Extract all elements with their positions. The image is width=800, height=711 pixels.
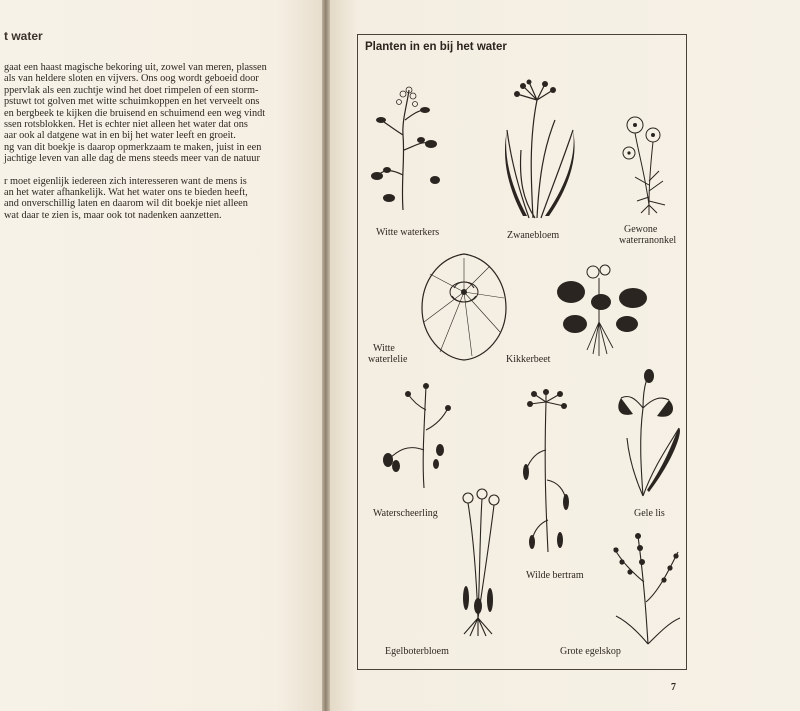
- text-line: r moet eigenlijk iedereen zich interesseren want de mens is: [4, 175, 247, 187]
- text-line: ppervlak als een zuchtje wind het doet rimpelen of een storm-: [4, 84, 259, 96]
- text-line: gaat een haast magische bekoring uit, zowel van meren, plassen: [4, 62, 267, 73]
- paragraph-gap: [4, 165, 324, 176]
- text-line: als van heldere sloten en vijvers. Ons oog wordt geboeid door: [4, 73, 259, 85]
- grote-egelskop-illustration: [608, 532, 683, 647]
- egelboterbloem-illustration: [450, 488, 510, 638]
- text-line: aar ook al datgene wat in en bij het water leeft en groeit.: [4, 130, 236, 142]
- text-line: ng van dit boekje is daarop opmerkzaam te maken, juist in een: [4, 141, 262, 153]
- witte-waterlelie-illustration: [420, 252, 508, 362]
- plant-label: Gele lis: [634, 508, 665, 519]
- gewone-waterranonkel-drawing: [615, 105, 680, 215]
- plant-label: Egelboterbloem: [385, 646, 449, 657]
- plant-label: Gewone: [624, 224, 658, 235]
- grote-egelskop-drawing: [608, 532, 683, 647]
- gele-lis-illustration: [609, 368, 689, 498]
- body-text: [4, 62, 324, 221]
- kikkerbeet-drawing: [553, 262, 653, 357]
- text-line: wat daar te zien is, maar ook tot nadenken aanzetten.: [4, 209, 222, 221]
- chapter-title: t water: [4, 29, 43, 43]
- plant-label: Waterscheerling: [373, 508, 438, 519]
- text-line: jachtige leven van alle dag de mens steeds meer van de natuur: [4, 153, 260, 165]
- plant-label: Wilde bertram: [526, 570, 584, 581]
- wilde-bertram-illustration: [520, 390, 575, 555]
- plant-label: waterlelie: [368, 354, 408, 365]
- witte-waterkers-drawing: [365, 80, 445, 215]
- frame-title: Planten in en bij het water: [365, 41, 507, 53]
- page-number: 7: [671, 682, 676, 693]
- gewone-waterranonkel-illustration: [615, 105, 680, 215]
- zwanebloem-illustration: [493, 80, 583, 220]
- plant-label: Witte: [373, 343, 395, 354]
- left-page: [0, 0, 326, 711]
- waterscheerling-drawing: [378, 380, 453, 490]
- waterscheerling-illustration: [378, 380, 453, 490]
- plant-label: Zwanebloem: [507, 230, 560, 241]
- text-line: pstuwt tot golven met witte schuimkoppen en het verveelt ons: [4, 96, 260, 108]
- book-gutter: [322, 0, 330, 711]
- text-line: en bergbeek te kijken die bruisend en schuimend een weg vindt: [4, 107, 266, 119]
- plant-label: Kikkerbeet: [506, 354, 551, 365]
- egelboterbloem-drawing: [450, 488, 510, 638]
- text-line: an het water afhankelijk. Wat het water ons te bieden heeft,: [4, 187, 248, 199]
- witte-waterlelie-drawing: [420, 252, 508, 362]
- kikkerbeet-illustration: [553, 262, 653, 357]
- text-line: and onverschillig laten en daarom wil dit boekje niet alleen: [4, 198, 248, 210]
- gele-lis-drawing: [609, 368, 689, 498]
- wilde-bertram-drawing: [520, 390, 575, 555]
- text-line: ssen rotsblokken. Het is echter niet alleen het water dat ons: [4, 119, 248, 131]
- witte-waterkers-illustration: [365, 80, 445, 215]
- plant-label: Grote egelskop: [560, 646, 621, 657]
- plant-label: Witte waterkers: [376, 227, 440, 238]
- zwanebloem-drawing: [493, 80, 583, 220]
- plant-label: waterranonkel: [619, 235, 677, 246]
